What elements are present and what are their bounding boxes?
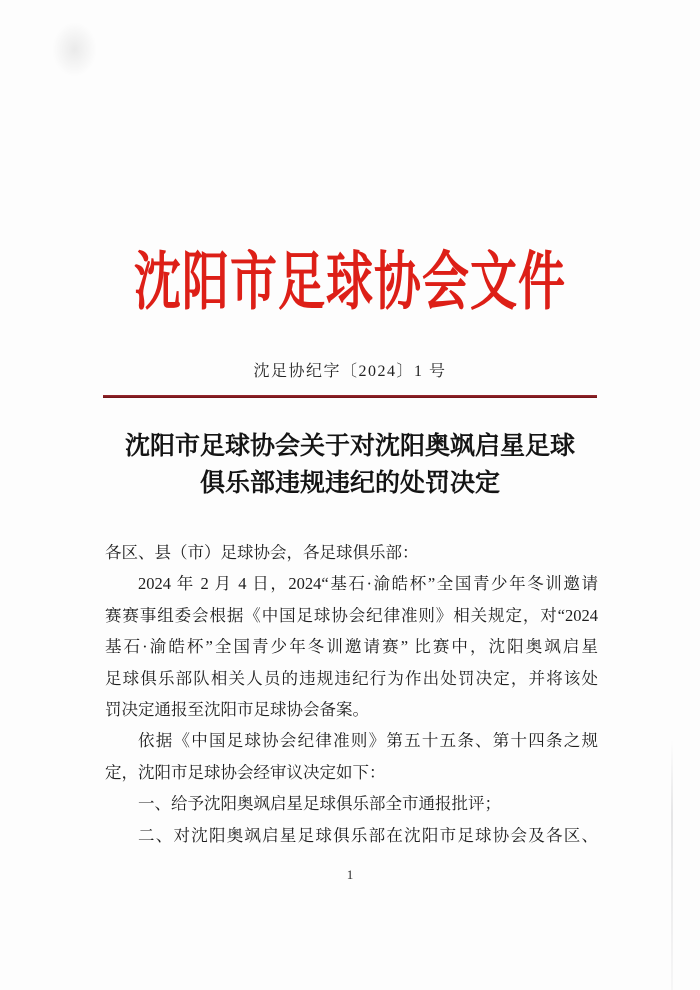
document-title-line1: 沈阳市足球协会关于对沈阳奥飒启星足球: [124, 433, 575, 460]
body-paragraphs: [105, 537, 598, 851]
body-line: 各区、县（市）足球协会，各足球俱乐部：: [105, 543, 419, 562]
letterhead-title: 沈阳市足球协会文件: [134, 248, 566, 319]
scan-smudge: [52, 22, 97, 77]
body-line: 依据《中国足球协会纪律准则》第五十五条、第十四条之规: [138, 731, 598, 751]
scan-streak: [671, 740, 673, 990]
document-title-line2: 俱乐部违规违纪的处罚决定: [199, 469, 500, 497]
body-line: 罚决定通报至沈阳市足球协会备案。: [105, 700, 369, 720]
body-line: 2024 年 2 月 4 日，2024“基石·渝皓杯”全国青少年冬训邀请: [138, 574, 598, 594]
document-number: 沈足协纪字〔2024〕1 号: [253, 363, 447, 380]
body-line: 定，沈阳市足球协会经审议决定如下：: [105, 762, 386, 782]
body-line: 足球俱乐部队相关人员的违规违纪行为作出处罚决定，并将该处: [105, 668, 598, 688]
body-line: 一、给予沈阳奥飒启星足球俱乐部全市通报批评；: [138, 794, 501, 814]
body-line: 赛赛事组委会根据《中国足球协会纪律准则》相关规定，对“2024: [105, 605, 598, 625]
document-title: [0, 429, 700, 502]
page-number: 1: [346, 867, 354, 882]
body-line: 基石·渝皓杯”全国青少年冬训邀请赛” 比赛中，沈阳奥飒启星: [105, 637, 598, 657]
red-divider-line: [103, 395, 597, 398]
body-line: 二、对沈阳奥飒启星足球俱乐部在沈阳市足球协会及各区、: [138, 825, 598, 845]
